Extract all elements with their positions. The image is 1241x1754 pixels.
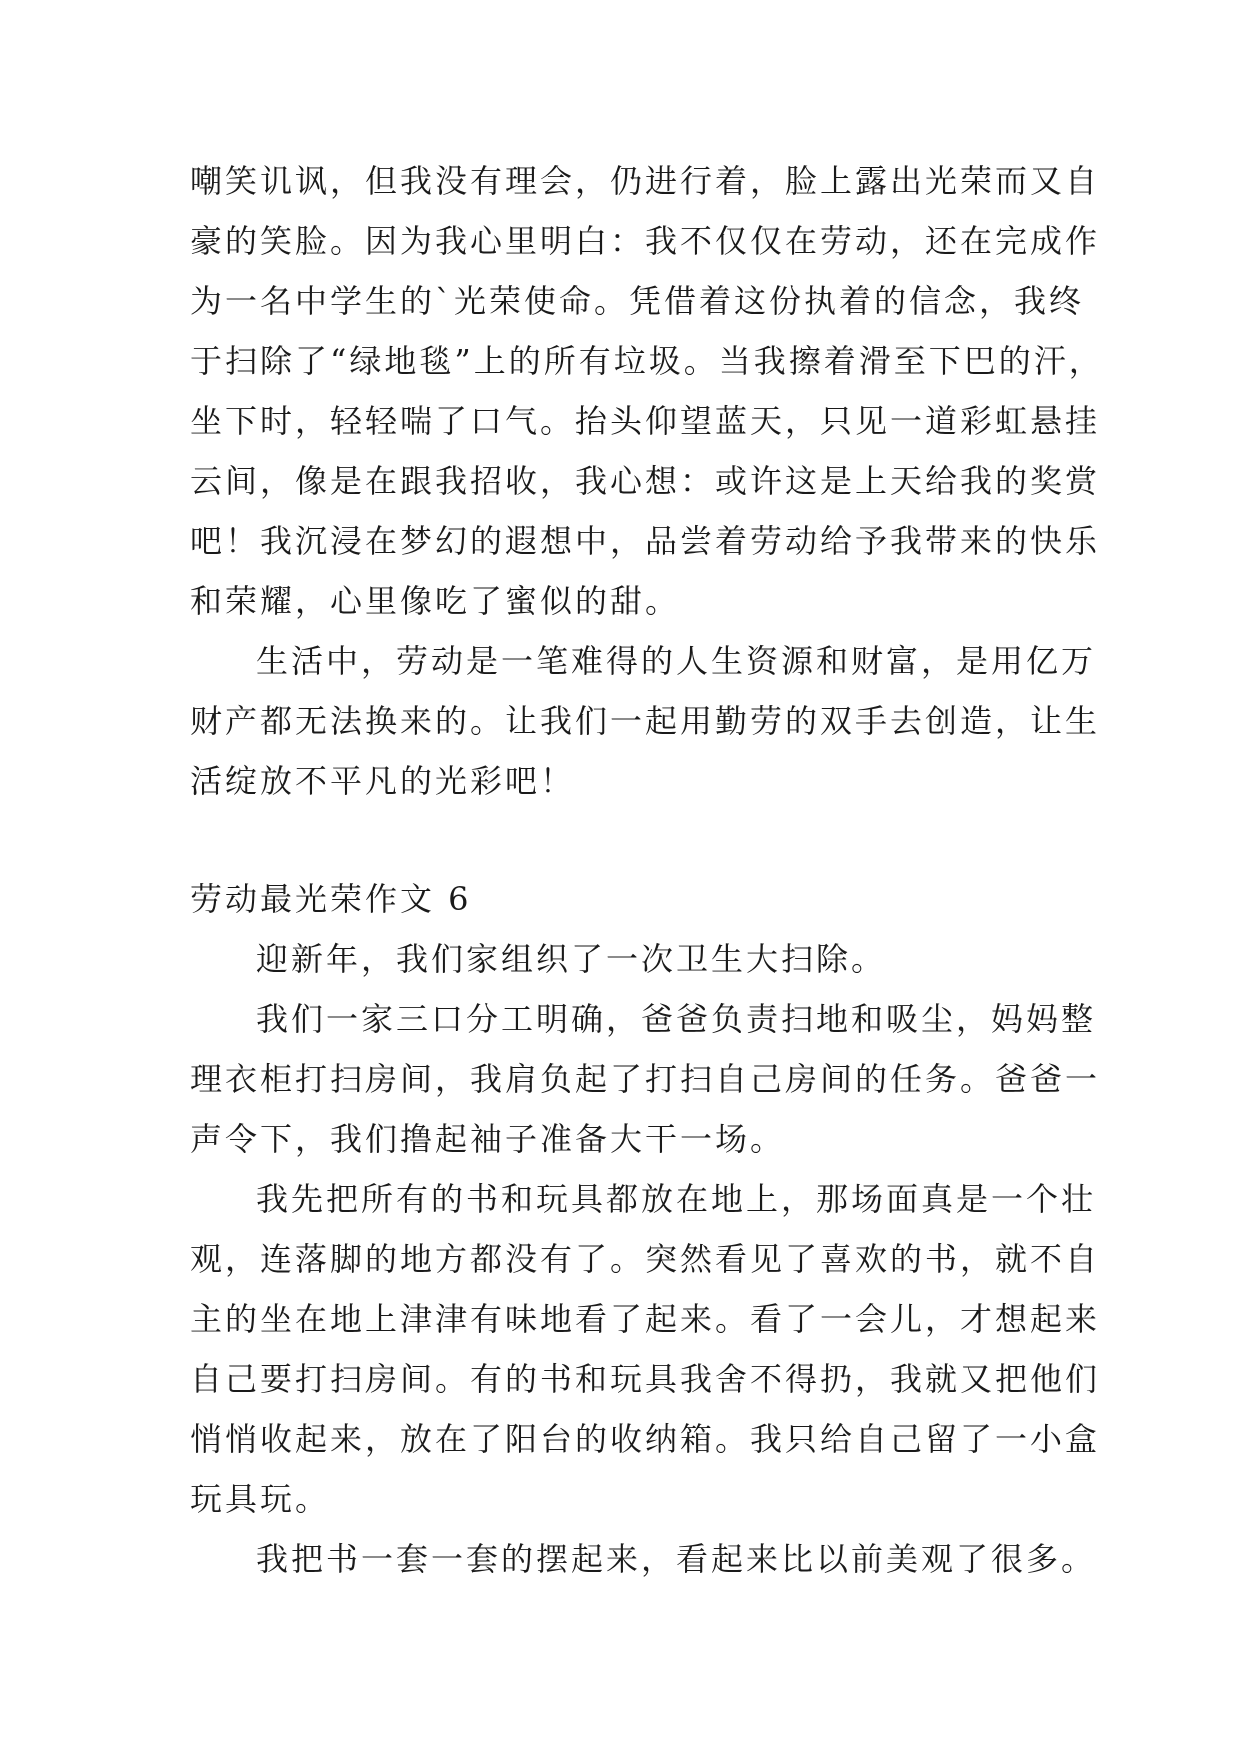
paragraph-line: 我把书一套一套的摆起来，看起来比以前美观了很多。 [256,1540,1097,1578]
paragraph-line: 我们一家三口分工明确，爸爸负责扫地和吸尘，妈妈整 [256,1000,1097,1038]
paragraph-line: 财产都无法换来的。让我们一起用勤劳的双手去创造，让生 [190,702,1101,740]
paragraph-line: 嘲笑讥讽，但我没有理会，仍进行着，脸上露出光荣而又自 [190,162,1101,200]
paragraph-line: 于扫除了“绿地毯”上的所有垃圾。当我擦着滑至下巴的汗， [190,342,1104,380]
paragraph-line: 豪的笑脸。因为我心里明白：我不仅仅在劳动，还在完成作 [190,222,1101,260]
paragraph-line: 坐下时，轻轻喘了口气。抬头仰望蓝天，只见一道彩虹悬挂 [190,402,1101,440]
paragraph-line: 悄悄收起来，放在了阳台的收纳箱。我只给自己留了一小盒 [190,1420,1101,1458]
section-heading: 劳动最光荣作文 6 [190,880,472,918]
paragraph-line: 为一名中学生的`光荣使命。凭借着这份执着的信念，我终 [190,282,1085,320]
paragraph-line: 云间，像是在跟我招收，我心想：或许这是上天给我的奖赏 [190,462,1101,500]
paragraph-line: 理衣柜打扫房间，我肩负起了打扫自己房间的任务。爸爸一 [190,1060,1101,1098]
paragraph-line: 我先把所有的书和玩具都放在地上，那场面真是一个壮 [256,1180,1097,1218]
paragraph-line: 迎新年，我们家组织了一次卫生大扫除。 [256,940,887,978]
paragraph-line: 玩具玩。 [190,1480,331,1518]
paragraph-line: 和荣耀，心里像吃了蜜似的甜。 [190,582,681,620]
paragraph-line: 吧！我沉浸在梦幻的遐想中，品尝着劳动给予我带来的快乐 [190,522,1101,560]
paragraph-line: 生活中，劳动是一笔难得的人生资源和财富，是用亿万 [256,642,1097,680]
paragraph-line: 观，连落脚的地方都没有了。突然看见了喜欢的书，就不自 [190,1240,1101,1278]
paragraph-line: 活绽放不平凡的光彩吧！ [190,762,576,800]
paragraph-line: 主的坐在地上津津有味地看了起来。看了一会儿，才想起来 [190,1300,1101,1338]
paragraph-line: 自己要打扫房间。有的书和玩具我舍不得扔，我就又把他们 [190,1360,1101,1398]
paragraph-line: 声令下，我们撸起袖子准备大干一场。 [190,1120,786,1158]
